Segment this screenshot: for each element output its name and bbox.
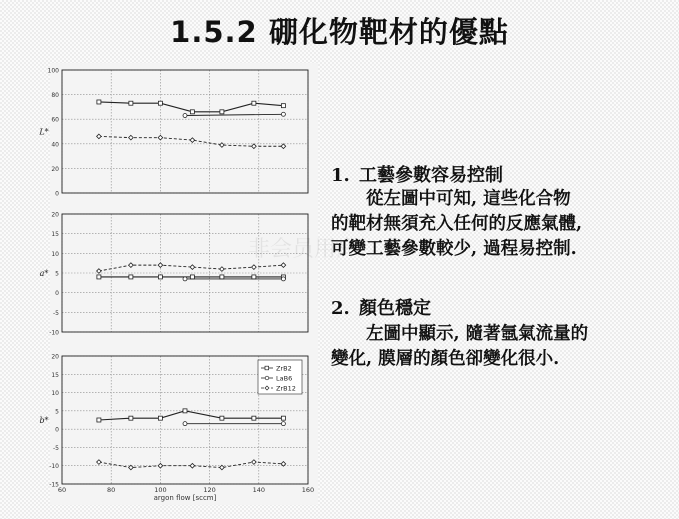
legend-marker [265,376,269,380]
x-tick-label: 100 [154,486,167,494]
point-1-line-2: 的靶材無須充入任何的反應氣體, [331,214,583,234]
y-tick-label: -5 [53,444,59,452]
point-1-line-1: 從左圖中可知, 這些化合物 [366,189,571,209]
y-tick-label: 40 [51,141,59,149]
data-point [129,101,133,105]
legend-label: ZrB2 [276,364,292,373]
y-tick-label: 20 [51,353,59,361]
data-point [97,418,101,422]
legend-marker [265,366,269,370]
data-point [281,104,285,108]
data-point [252,275,256,279]
data-point [190,275,194,279]
y-tick-label: 20 [51,165,59,173]
point-2-title: 顏色穩定 [359,298,431,319]
data-point [129,416,133,420]
point-1-number: 1. [331,165,350,186]
x-tick-label: 160 [301,486,315,494]
y-tick-label: -10 [49,329,59,337]
point-2-heading [331,294,431,320]
data-point [158,275,162,279]
x-tick-label: 140 [252,486,266,494]
y-tick-label: 0 [55,426,59,434]
data-point [220,416,224,420]
y-tick-label: 60 [51,116,59,124]
y-tick-label: 100 [47,67,59,75]
y-tick-label: 0 [55,190,59,198]
y-axis-label: L* [39,127,49,137]
data-point [183,114,187,118]
data-point [220,275,224,279]
data-point [158,101,162,105]
y-tick-label: 0 [55,290,59,298]
y-tick-label: 15 [51,371,59,379]
y-tick-label: 10 [51,250,59,258]
x-tick-label: 120 [203,486,216,494]
y-tick-label: 5 [55,270,59,278]
x-tick-label: 60 [57,486,67,494]
data-point [281,277,285,281]
data-point [183,409,187,413]
slide-title: 1.5.2 硼化物靶材的優點 [170,15,509,49]
data-point [183,277,187,281]
data-point [158,416,162,420]
data-point [129,275,133,279]
data-point [97,100,101,104]
y-tick-label: 20 [51,211,59,219]
point-2-line-1: 左圖中顯示, 隨著氬氣流量的 [366,324,589,344]
data-point [252,101,256,105]
data-point [97,275,101,279]
y-tick-label: -10 [49,463,59,471]
legend-label: LaB6 [276,374,293,383]
data-point [281,112,285,116]
data-point [183,422,187,426]
data-point [220,110,224,114]
watermark: 非会员用户 [248,237,359,262]
scan-background [47,63,318,505]
y-tick-label: 5 [55,408,59,416]
point-1-title: 工藝參數容易控制 [359,165,503,186]
x-tick-label: 80 [107,486,116,494]
legend-label: ZrB12 [276,384,296,393]
data-point [281,422,285,426]
y-tick-label: 80 [51,92,59,100]
point-2-line-2: 變化, 膜層的顏色卻變化很小. [331,349,560,369]
y-tick-label: -15 [49,481,59,489]
y-tick-label: 10 [51,390,59,398]
y-axis-label: a* [39,269,49,278]
point-1-heading [331,161,503,187]
x-axis-label: argon flow [sccm] [153,494,217,502]
y-axis-label: b* [39,416,49,425]
data-point [252,416,256,420]
y-tick-label: -5 [53,309,59,317]
point-2-number: 2. [331,298,350,319]
data-point [190,110,194,114]
data-point [281,416,285,420]
point-1-line-3: 可變工藝參數較少, 過程易控制. [331,239,577,259]
y-tick-label: 15 [51,231,59,239]
